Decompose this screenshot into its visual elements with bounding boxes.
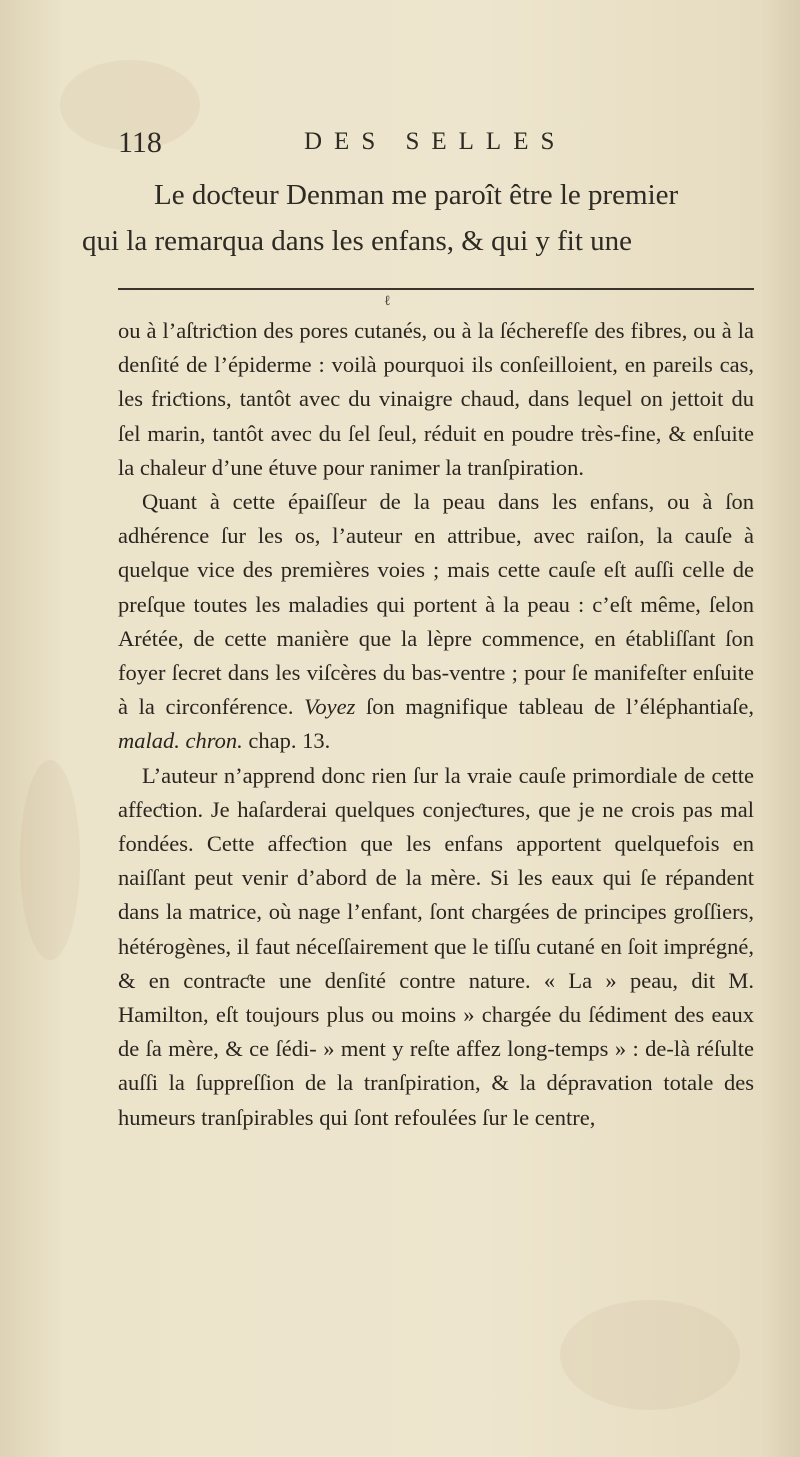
top-paragraph — [82, 172, 754, 264]
paper-stain — [20, 760, 80, 960]
paragraph-2-text: Quant à cette épaiſſeur de la peau dans les enfans, ou à ſon adhérence ſur les os, l’auteur en attribue, avec raiſon, la cauſe à quelque vice des premières voies ; mais cette cauſe eſt auſſi celle de preſque toutes les maladies qui portent à la peau : c’eſt même, ſelon Arétée, de cette manière que la lèpre commence, en établiſſant ſon foyer ſecret dans les viſcères du bas-ventre ; pour ſe manifeſter enſuite à la circonférence. — [118, 489, 754, 720]
body-text — [118, 314, 754, 1135]
rule-mark: ℓ — [384, 294, 391, 309]
section-rule — [118, 288, 754, 290]
page-header — [118, 126, 758, 166]
voyez-word: Voyez — [304, 694, 356, 720]
paper-stain — [560, 1300, 740, 1410]
paragraph-1: ou à l’aſtriƈtion des pores cutanés, ou à la ſécherefſe des fibres, ou à la denſité de l’épiderme : voilà pourquoi ils conſeilloient, en pareils cas, les friƈtions, tantôt avec du vinaigre chaud, dans lequel on jettoit du ſel marin, tantôt avec du ſel ſeul, réduit en poudre très-fine, & enſuite la chaleur d’une étuve pour ranimer la tranſpiration. — [118, 318, 754, 480]
paragraph-3: L’auteur n’apprend donc rien ſur la vraie cauſe primordiale de cette affeƈtion. Je haſarderai quelques conjeƈtures, que je ne crois pas mal fondées. Cette affeƈtion que les enfans apportent quelquefois en naiſſant peut venir d’abord de la mère. Si les eaux qui ſe répandent dans la matrice, où nage l’enfant, ſont chargées de principes groſſiers, hétérogènes, il faut néceſſairement que le tiſſu cutané en ſoit imprégné, & en contraƈte une denſité contre nature. « La » peau, dit M. Hamilton, eſt toujours plus ou moins » chargée du ſédiment des eaux de ſa mère, & ce ſédi- » ment y reſte affez long-temps » : de-là réſulte auſſi la ſuppreſſion de la tranſpiration, & la dépravation totale des humeurs tranſpirables qui ſont refoulées ſur le centre, — [118, 762, 754, 1130]
chapter-ref: chap. 13. — [242, 728, 331, 754]
page-number: 118 — [118, 126, 162, 159]
malad-chron: malad. chron. — [118, 728, 243, 754]
paragraph-2 — [118, 485, 754, 759]
top-line-2: qui la remarqua dans les enfans, & qui y fit une — [82, 225, 633, 257]
top-line-1: Le doƈteur Denman me paroît être le premier — [154, 179, 679, 211]
paragraph-2-reference: ſon magnifique tableau de l’éléphantiaſe, — [355, 694, 755, 720]
running-head: DES SELLES — [304, 128, 567, 155]
